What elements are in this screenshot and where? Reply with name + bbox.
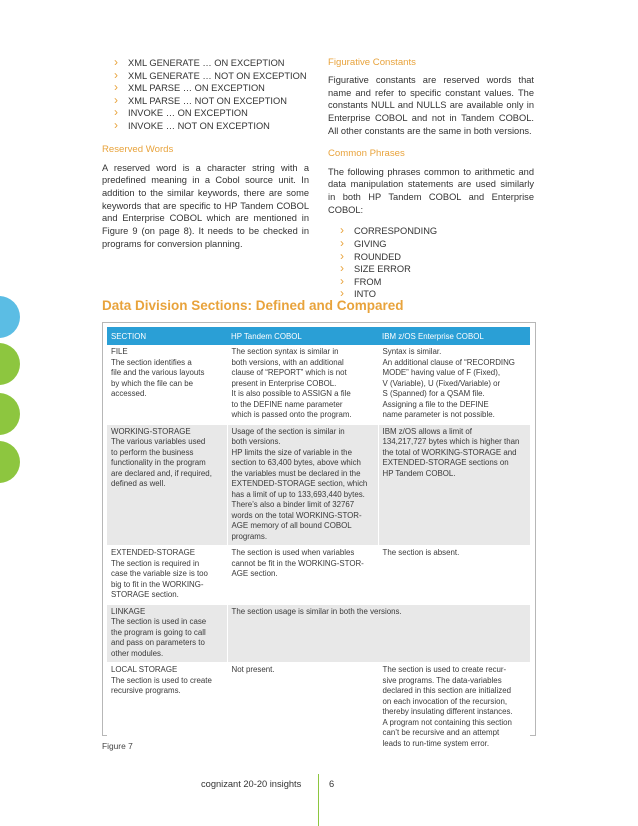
cell-tandem: The section is used when variables cannot be fit in the WORKING-STOR- AGE section. <box>227 546 378 605</box>
common-phrases-list <box>340 225 534 301</box>
table-row <box>107 546 530 605</box>
table-row <box>107 663 530 753</box>
list-item: › ROUNDED <box>340 251 534 264</box>
cell-tandem: Usage of the section is similar in both versions. HP limits the size of variable in the section to 63,400 bytes, above which the variables must be declared in the EXTENDED-STORAGE section, which has a limit of up to 133,693,440 bytes. There’s also a binder limit of 32767 words on the total WORKING-STOR- AGE memory of all bound COBOL programs. <box>227 424 378 546</box>
cell-section: FILE The section identifies a file and the various layouts by which the file can be accessed. <box>107 345 227 424</box>
common-phrases-paragraph: The following phrases common to arithmetic and data manipulation statements are used similarly in both HP Tandem COBOL and Enterprise COBOL: <box>328 166 534 215</box>
figure-caption: Figure 7 <box>102 741 133 751</box>
table-row <box>107 345 530 424</box>
list-item: › INTO <box>340 288 534 301</box>
list-item: › SIZE ERROR <box>340 263 534 276</box>
list-item: › XML GENERATE … NOT ON EXCEPTION <box>114 70 309 83</box>
xml-invoke-bullet-list <box>114 57 309 133</box>
header-section: SECTION <box>107 327 227 345</box>
common-phrases-heading: Common Phrases <box>328 147 405 159</box>
page-number: 6 <box>329 779 335 789</box>
list-item: › XML PARSE … ON EXCEPTION <box>114 82 309 95</box>
table-row <box>107 424 530 546</box>
footer-divider <box>318 774 319 826</box>
cell-section: EXTENDED-STORAGE The section is required in case the variable size is too big to fit in the WORKING- STORAGE section. <box>107 546 227 605</box>
reserved-words-heading: Reserved Words <box>102 143 174 155</box>
cell-ibm: The section is absent. <box>378 546 530 605</box>
cell-section: WORKING-STORAGE The various variables used to perform the business functionality in the program are declared and, if required, defined as well. <box>107 424 227 546</box>
cell-tandem: The section syntax is similar in both versions, with an additional clause of “REPORT” which is not present in Enterprise COBOL. It is also possible to ASSIGN a file to the DEFINE name parameter which is passed onto the program. <box>227 345 378 424</box>
table-row <box>107 604 530 663</box>
figurative-constants-paragraph: Figurative constants are reserved words that name and refer to specific constant values. The constants NULL and NULLS are available only in Enterprise COBOL and not in Tandem COBOL. All other constants are the same in both versions. <box>328 75 534 136</box>
header-ibm: IBM z/OS Enterprise COBOL <box>378 327 530 345</box>
cell-merged: The section usage is similar in both the versions. <box>227 604 530 663</box>
decorative-dot-green-3 <box>0 441 20 483</box>
list-item: › INVOKE … ON EXCEPTION <box>114 107 309 120</box>
cell-tandem: Not present. <box>227 663 378 753</box>
data-division-table <box>107 327 530 753</box>
left-column <box>102 57 309 250</box>
cell-section: LINKAGE The section is used in case the program is going to call and pass on parameters to other modules. <box>107 604 227 663</box>
cell-section: LOCAL STORAGE The section is used to create recursive programs. <box>107 663 227 753</box>
table-header-row <box>107 327 530 345</box>
list-item: › XML GENERATE … ON EXCEPTION <box>114 57 309 70</box>
cell-ibm: The section is used to create recur- sive programs. The data-variables declared in this section are initialized on each invocation of the recursion, thereby insulating different instances. A program not containing this section can’t be recursive and an attempt leads to run-time system error. <box>378 663 530 753</box>
reserved-words-paragraph: A reserved word is a character string with a predefined meaning in a Cobol source unit. In addition to the similar keywords, there are some keywords that are specific to HP Tandem COBOL and Enterprise COBOL which are mentioned in Figure 9 (on page 8). It needs to be checked in programs for conversion planning. <box>102 162 309 249</box>
footer-brand-text: cognizant 20-20 insights <box>201 779 302 789</box>
decorative-dot-blue <box>0 296 20 338</box>
list-item: › XML PARSE … NOT ON EXCEPTION <box>114 95 309 108</box>
figurative-constants-heading: Figurative Constants <box>328 57 416 68</box>
list-item: › INVOKE … NOT ON EXCEPTION <box>114 120 309 133</box>
list-item: › CORRESPONDING <box>340 225 534 238</box>
right-column <box>328 57 534 301</box>
list-item: › FROM <box>340 276 534 289</box>
section-title: Data Division Sections: Defined and Compared <box>102 298 404 313</box>
decorative-dot-green-2 <box>0 393 20 435</box>
list-item: › GIVING <box>340 238 534 251</box>
cell-ibm: IBM z/OS allows a limit of 134,217,727 bytes which is higher than the total of WORKING-STORAGE and EXTENDED-STORAGE sections on HP Tandem COBOL. <box>378 424 530 546</box>
cell-ibm: Syntax is similar. An additional clause of “RECORDING MODE” having value of F (Fixed), V (Variable), U (Fixed/Variable) or S (Spanned) for a QSAM file. Assigning a file to the DEFINE name parameter is not possible. <box>378 345 530 424</box>
header-hp-tandem: HP Tandem COBOL <box>227 327 378 345</box>
decorative-dot-green-1 <box>0 343 20 385</box>
